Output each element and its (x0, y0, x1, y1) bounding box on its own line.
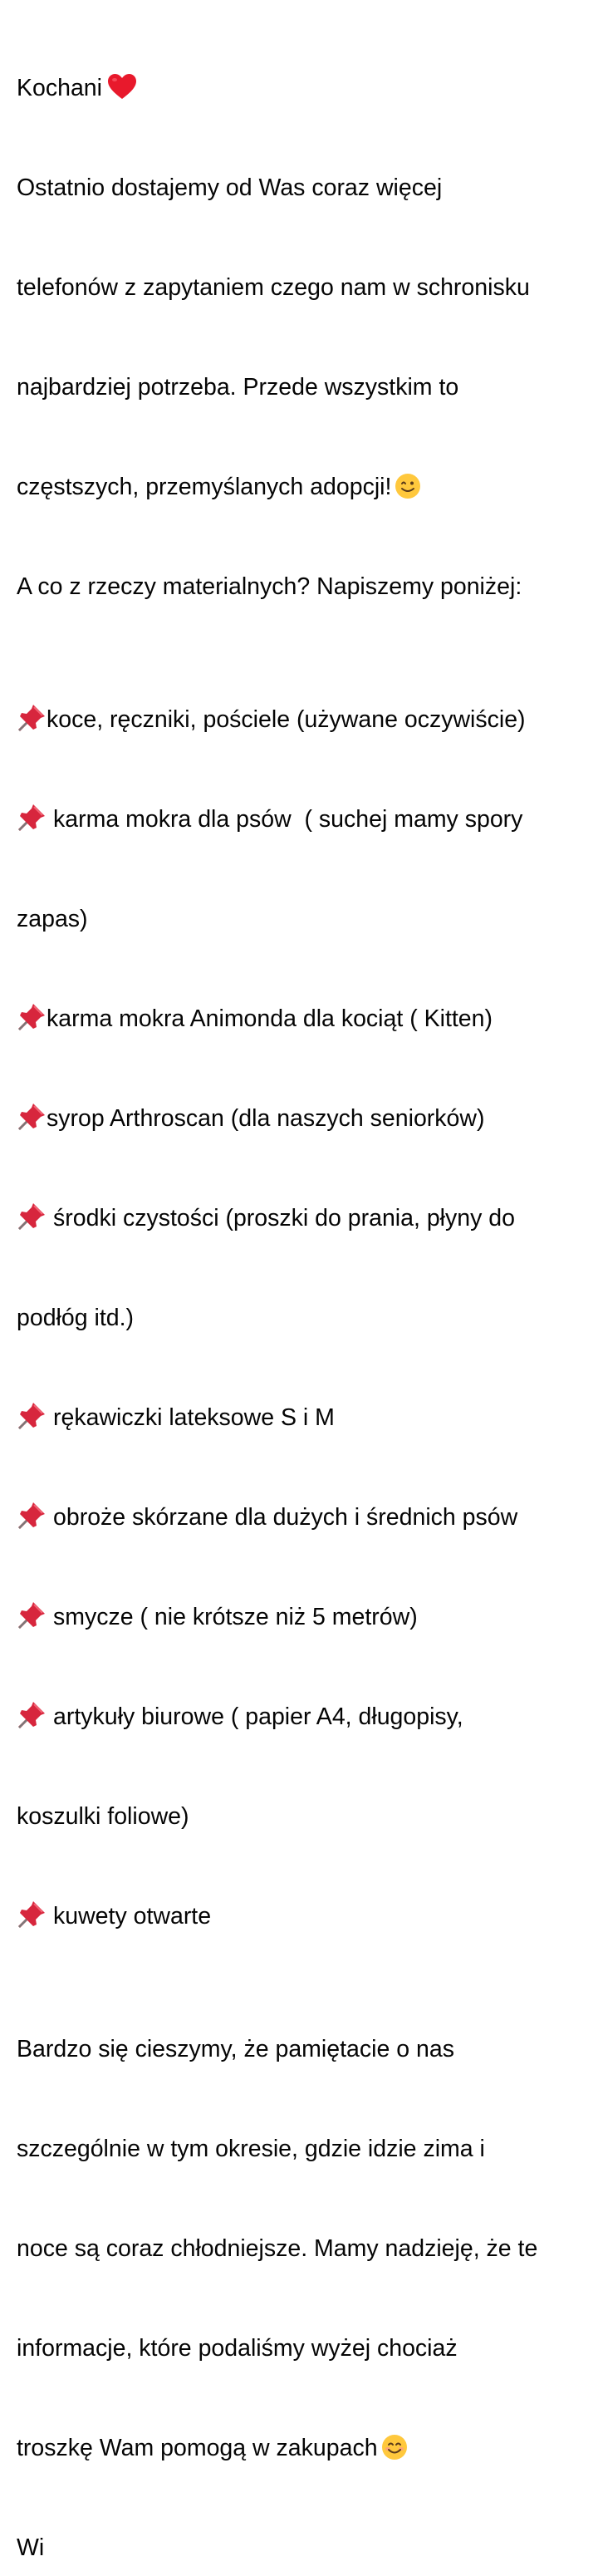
greeting-text: Kochani (17, 75, 102, 101)
pushpin-icon (17, 1401, 47, 1431)
list-item-text: karma mokra Animonda dla kociąt ( Kitten) (47, 1005, 493, 1032)
list-item-continuation: koszulki foliowe) (17, 1803, 189, 1830)
intro-line: najbardziej potrzeba. Przede wszystkim to (17, 374, 459, 401)
list-item (17, 1401, 590, 1434)
pushpin-icon (17, 803, 47, 833)
list-item-text: smycze ( nie krótsze niż 5 metrów) (53, 1604, 418, 1630)
outro-line: szczególnie w tym okresie, gdzie idzie zima i (17, 2136, 485, 2162)
outro-line: Bardzo się cieszymy, że pamiętacie o nas (17, 2036, 454, 2062)
pushpin-icon (17, 703, 47, 733)
post-text (17, 5, 590, 2576)
list-item-text: rękawiczki lateksowe S i M (53, 1404, 335, 1431)
list-item-text: kuwety otwarte (53, 1903, 212, 1930)
list-item-text: obroże skórzane dla dużych i średnich psów (53, 1504, 518, 1531)
list-item (17, 1202, 590, 1235)
wink-icon (395, 473, 421, 499)
list-item-text: środki czystości (proszki do prania, płyny do (53, 1205, 515, 1231)
list-item (17, 1002, 590, 1035)
list-item (17, 1900, 590, 1933)
cut-off-line: Wi (17, 2534, 45, 2561)
pushpin-icon (17, 1700, 47, 1730)
intro-line-with-emoji (17, 470, 590, 504)
list-item-continuation: podłóg itd.) (17, 1305, 135, 1331)
pushpin-icon (17, 1002, 47, 1032)
list-item-text: karma mokra dla psów ( suchej mamy spory (53, 806, 523, 833)
pushpin-icon (17, 1501, 47, 1531)
pushpin-icon (17, 1900, 47, 1930)
list-item (17, 803, 590, 836)
smiling-face-icon (381, 2434, 408, 2460)
intro-line: Ostatnio dostajemy od Was coraz więcej (17, 175, 443, 201)
list-item-text: syrop Arthroscan (dla naszych seniorków) (47, 1105, 485, 1132)
list-item (17, 1600, 590, 1634)
list-item (17, 703, 590, 736)
outro-line: informacje, które podaliśmy wyżej chociaż (17, 2335, 458, 2362)
outro-line-with-emoji (17, 2431, 590, 2465)
intro-line: telefonów z zapytaniem czego nam w schronisku (17, 274, 530, 301)
outro-line: troszkę Wam pomogą w zakupach (17, 2435, 378, 2461)
pushpin-icon (17, 1600, 47, 1630)
list-item (17, 1700, 590, 1733)
outro-line: noce są coraz chłodniejsze. Mamy nadzieję, że te (17, 2235, 538, 2262)
intro-line: częstszych, przemyślanych adopcji! (17, 474, 392, 500)
list-item-text: koce, ręczniki, pościele (używane oczywiście) (47, 706, 526, 733)
pushpin-icon (17, 1102, 47, 1132)
heart-icon (107, 72, 137, 101)
list-item-text: artykuły biurowe ( papier A4, długopisy, (53, 1703, 463, 1730)
list-item (17, 1102, 590, 1135)
intro-line: A co z rzeczy materialnych? Napiszemy poniżej: (17, 573, 522, 600)
list-item (17, 1501, 590, 1534)
greeting-line (17, 71, 590, 105)
pushpin-icon (17, 1202, 47, 1231)
list-item-continuation: zapas) (17, 906, 88, 932)
